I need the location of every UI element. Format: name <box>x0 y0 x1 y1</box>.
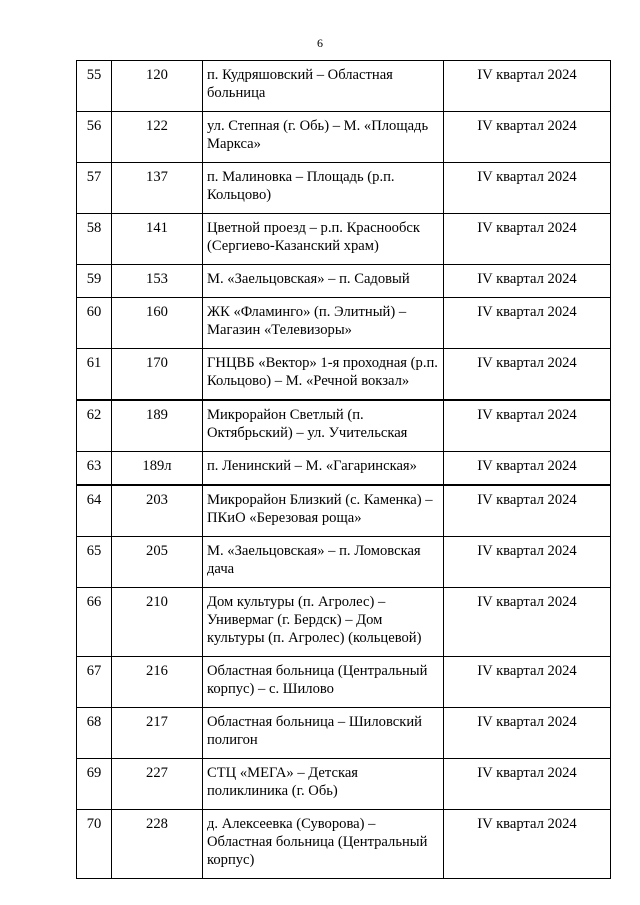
route-name-cell: Цветной проезд – р.п. Краснообск (Сергиево-Казанский храм) <box>203 214 444 265</box>
row-number-cell: 60 <box>77 298 112 349</box>
term-cell: IV квартал 2024 <box>444 588 611 657</box>
term-cell: IV квартал 2024 <box>444 349 611 401</box>
route-number-cell: 141 <box>112 214 203 265</box>
table-row <box>77 298 611 349</box>
term-cell: IV квартал 2024 <box>444 537 611 588</box>
row-number-cell: 61 <box>77 349 112 401</box>
table-row <box>77 657 611 708</box>
term-cell: IV квартал 2024 <box>444 759 611 810</box>
table-row <box>77 537 611 588</box>
row-number-cell: 64 <box>77 485 112 537</box>
route-name-cell: п. Ленинский – М. «Гагаринская» <box>203 452 444 486</box>
route-number-cell: 205 <box>112 537 203 588</box>
routes-table <box>76 60 611 879</box>
route-name-cell: Областная больница – Шиловский полигон <box>203 708 444 759</box>
route-number-cell: 170 <box>112 349 203 401</box>
table-row <box>77 485 611 537</box>
route-number-cell: 153 <box>112 265 203 298</box>
term-cell: IV квартал 2024 <box>444 61 611 112</box>
row-number-cell: 66 <box>77 588 112 657</box>
route-number-cell: 216 <box>112 657 203 708</box>
row-number-cell: 56 <box>77 112 112 163</box>
term-cell: IV квартал 2024 <box>444 485 611 537</box>
row-number-cell: 63 <box>77 452 112 486</box>
row-number-cell: 58 <box>77 214 112 265</box>
term-cell: IV квартал 2024 <box>444 265 611 298</box>
table-row <box>77 588 611 657</box>
route-number-cell: 227 <box>112 759 203 810</box>
term-cell: IV квартал 2024 <box>444 214 611 265</box>
row-number-cell: 62 <box>77 400 112 452</box>
term-cell: IV квартал 2024 <box>444 298 611 349</box>
route-number-cell: 160 <box>112 298 203 349</box>
term-cell: IV квартал 2024 <box>444 708 611 759</box>
table-row <box>77 708 611 759</box>
route-name-cell: ГНЦВБ «Вектор» 1-я проходная (р.п. Кольцово) – М. «Речной вокзал» <box>203 349 444 401</box>
table-row <box>77 400 611 452</box>
route-name-cell: д. Алексеевка (Суворова) – Областная больница (Центральный корпус) <box>203 810 444 879</box>
route-number-cell: 210 <box>112 588 203 657</box>
table-row <box>77 265 611 298</box>
route-name-cell: ЖК «Фламинго» (п. Элитный) – Магазин «Телевизоры» <box>203 298 444 349</box>
route-number-cell: 189 <box>112 400 203 452</box>
route-number-cell: 122 <box>112 112 203 163</box>
table-row <box>77 810 611 879</box>
row-number-cell: 59 <box>77 265 112 298</box>
table-row <box>77 214 611 265</box>
table-row <box>77 61 611 112</box>
table-row <box>77 163 611 214</box>
route-number-cell: 137 <box>112 163 203 214</box>
table-row <box>77 112 611 163</box>
term-cell: IV квартал 2024 <box>444 810 611 879</box>
table-row <box>77 759 611 810</box>
route-name-cell: М. «Заельцовская» – п. Ломовская дача <box>203 537 444 588</box>
route-name-cell: Областная больница (Центральный корпус) – с. Шилово <box>203 657 444 708</box>
row-number-cell: 67 <box>77 657 112 708</box>
row-number-cell: 57 <box>77 163 112 214</box>
page-number: 6 <box>317 36 323 50</box>
row-number-cell: 70 <box>77 810 112 879</box>
row-number-cell: 55 <box>77 61 112 112</box>
route-number-cell: 189л <box>112 452 203 486</box>
route-number-cell: 217 <box>112 708 203 759</box>
route-name-cell: Микрорайон Светлый (п. Октябрьский) – ул. Учительская <box>203 400 444 452</box>
route-number-cell: 203 <box>112 485 203 537</box>
route-name-cell: М. «Заельцовская» – п. Садовый <box>203 265 444 298</box>
table-row <box>77 349 611 401</box>
route-name-cell: Микрорайон Близкий (с. Каменка) – ПКиО «Березовая роща» <box>203 485 444 537</box>
row-number-cell: 65 <box>77 537 112 588</box>
route-number-cell: 228 <box>112 810 203 879</box>
table-row <box>77 452 611 486</box>
term-cell: IV квартал 2024 <box>444 163 611 214</box>
term-cell: IV квартал 2024 <box>444 112 611 163</box>
route-name-cell: п. Малиновка – Площадь (р.п. Кольцово) <box>203 163 444 214</box>
term-cell: IV квартал 2024 <box>444 452 611 486</box>
row-number-cell: 68 <box>77 708 112 759</box>
route-name-cell: Дом культуры (п. Агролес) – Универмаг (г. Бердск) – Дом культуры (п. Агролес) (кольцевой) <box>203 588 444 657</box>
term-cell: IV квартал 2024 <box>444 400 611 452</box>
route-name-cell: ул. Степная (г. Обь) – М. «Площадь Маркса» <box>203 112 444 163</box>
route-name-cell: п. Кудряшовский – Областная больница <box>203 61 444 112</box>
route-name-cell: СТЦ «МЕГА» – Детская поликлиника (г. Обь) <box>203 759 444 810</box>
route-number-cell: 120 <box>112 61 203 112</box>
row-number-cell: 69 <box>77 759 112 810</box>
term-cell: IV квартал 2024 <box>444 657 611 708</box>
routes-table-body <box>77 61 611 879</box>
